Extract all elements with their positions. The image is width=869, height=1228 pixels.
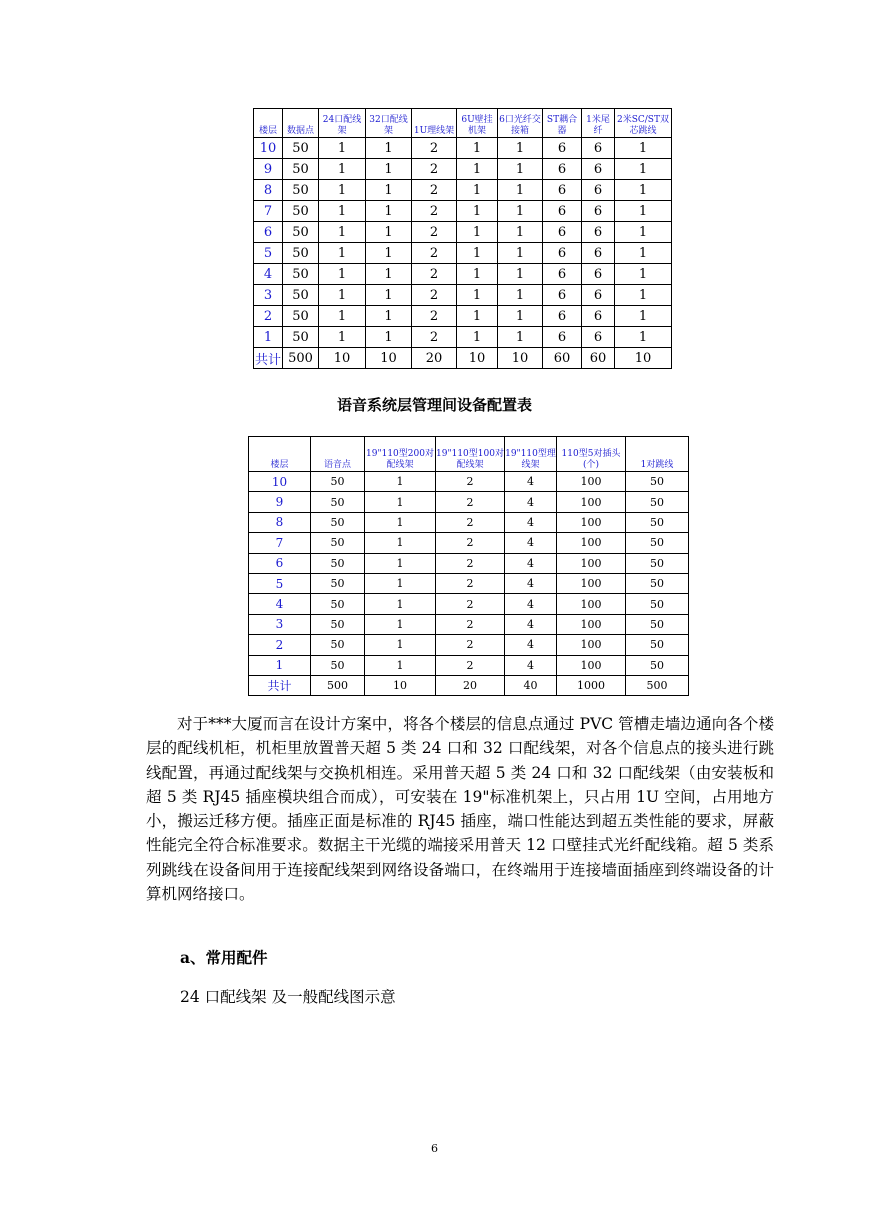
- table-cell: 50: [283, 138, 319, 159]
- column-header: 楼层: [249, 437, 311, 472]
- table-cell: 100: [557, 512, 626, 532]
- table-cell: 6: [582, 138, 615, 159]
- table-cell: 50: [311, 614, 365, 634]
- table-cell: 1: [365, 635, 436, 655]
- table-cell: 2: [412, 201, 457, 222]
- table-cell: 50: [283, 180, 319, 201]
- table-cell: 2: [436, 655, 505, 675]
- table-cell: 50: [626, 655, 689, 675]
- voice-table-title: 语音系统层管理间设备配置表: [336, 396, 532, 414]
- table-cell: 1: [365, 594, 436, 614]
- body-paragraph: 对于***大厦而言在设计方案中，将各个楼层的信息点通过 PVC 管槽走墙边通向各个楼层的配线机柜，机柜里放置普天超 5 类 24 口和 32 口配线架，对各个信息点的接头进行跳线配置，再通过配线架与交换机相连。采用普天超 5 类 24 口和 32 口配线架（由安装板和超 5 类 RJ45 插座模块组合而成），可安装在 19"标准机架上，只占用 1U 空间，占用地方小，搬运迁移方便。插座正面是标准的 RJ45 插座，端口性能达到超五类性能的要求，屏蔽性能完全符合标准要求。数据主干光缆的端接采用普天 12 口壁挂式光纤配线箱。超 5 类系列跳线在设备间用于连接配线架到网络设备端口，在终端用于连接墙面插座到终端设备的计算机网络接口。: [146, 715, 774, 904]
- table-cell: 6: [543, 159, 582, 180]
- column-header: 32口配线架: [366, 109, 412, 138]
- table-cell: 6: [543, 222, 582, 243]
- table-cell: 50: [283, 264, 319, 285]
- table-row: [254, 243, 672, 264]
- table-row: [254, 264, 672, 285]
- table-cell: 6: [543, 180, 582, 201]
- floor-cell: 1: [254, 327, 283, 348]
- table-cell: 2: [436, 614, 505, 634]
- table-cell: 6: [582, 327, 615, 348]
- table-row: [254, 159, 672, 180]
- table-cell: 500: [283, 348, 319, 369]
- table-cell: 10: [365, 675, 436, 695]
- table-cell: 1: [365, 614, 436, 634]
- table-row: [249, 492, 689, 512]
- table-row: [249, 533, 689, 553]
- table-cell: 1: [498, 285, 543, 306]
- floor-cell: 4: [254, 264, 283, 285]
- table-cell: 1: [365, 553, 436, 573]
- table-cell: 6: [543, 243, 582, 264]
- floor-cell: 10: [249, 472, 311, 492]
- table-cell: 1: [366, 201, 412, 222]
- table-cell: 1: [366, 327, 412, 348]
- table-cell: 50: [311, 594, 365, 614]
- floor-cell: 共计: [249, 675, 311, 695]
- table-cell: 20: [412, 348, 457, 369]
- table-cell: 50: [311, 635, 365, 655]
- table-cell: 50: [283, 222, 319, 243]
- table-cell: 1: [365, 573, 436, 593]
- table-cell: 50: [283, 159, 319, 180]
- table-cell: 6: [543, 264, 582, 285]
- table-cell: 1: [319, 222, 366, 243]
- floor-cell: 5: [249, 573, 311, 593]
- table-cell: 100: [557, 614, 626, 634]
- table-row: [249, 472, 689, 492]
- table-cell: 1: [365, 512, 436, 532]
- table-cell: 4: [505, 635, 557, 655]
- table-cell: 1: [319, 138, 366, 159]
- column-header: 1U理线架: [412, 109, 457, 138]
- table-cell: 1: [366, 180, 412, 201]
- column-header: 19"110型理线架: [505, 437, 557, 472]
- data-equipment-table: [253, 108, 672, 369]
- floor-cell: 3: [249, 614, 311, 634]
- column-header: ST耦合器: [543, 109, 582, 138]
- table-cell: 1: [498, 180, 543, 201]
- table-cell: 1: [498, 222, 543, 243]
- floor-cell: 2: [249, 635, 311, 655]
- table-cell: 6: [543, 285, 582, 306]
- table-cell: 6: [543, 327, 582, 348]
- floor-cell: 共计: [254, 348, 283, 369]
- table-cell: 1: [365, 655, 436, 675]
- table-cell: 1: [319, 285, 366, 306]
- table-cell: 20: [436, 675, 505, 695]
- table-cell: 1: [615, 243, 672, 264]
- table-cell: 1: [457, 201, 498, 222]
- table-row: [249, 594, 689, 614]
- table-cell: 4: [505, 512, 557, 532]
- table-cell: 1: [615, 327, 672, 348]
- table-cell: 1: [457, 264, 498, 285]
- table-cell: 60: [582, 348, 615, 369]
- table-cell: 2: [436, 635, 505, 655]
- table-cell: 50: [283, 285, 319, 306]
- table-cell: 6: [582, 285, 615, 306]
- table-row: [254, 348, 672, 369]
- table-cell: 1: [319, 264, 366, 285]
- column-header: 1对跳线: [626, 437, 689, 472]
- table-row: [249, 614, 689, 634]
- table-cell: 10: [457, 348, 498, 369]
- table-cell: 1: [615, 285, 672, 306]
- table-cell: 1: [498, 264, 543, 285]
- table-row: [254, 285, 672, 306]
- floor-cell: 8: [254, 180, 283, 201]
- column-header: 数据点: [283, 109, 319, 138]
- table-cell: 1: [498, 327, 543, 348]
- table-cell: 6: [582, 159, 615, 180]
- table-cell: 1: [457, 285, 498, 306]
- page-number: 6: [431, 1142, 438, 1155]
- table-row: [254, 306, 672, 327]
- table-cell: 1: [457, 222, 498, 243]
- table-cell: 2: [412, 327, 457, 348]
- table-cell: 2: [436, 573, 505, 593]
- table-header-row: [249, 437, 689, 472]
- table-cell: 2: [412, 243, 457, 264]
- column-header: 语音点: [311, 437, 365, 472]
- table-cell: 1: [366, 159, 412, 180]
- table-cell: 100: [557, 655, 626, 675]
- table-cell: 2: [412, 180, 457, 201]
- floor-cell: 9: [249, 492, 311, 512]
- table-cell: 2: [436, 472, 505, 492]
- table-cell: 1: [457, 180, 498, 201]
- table-cell: 6: [582, 180, 615, 201]
- table-cell: 2: [436, 594, 505, 614]
- table-cell: 50: [311, 492, 365, 512]
- table-cell: 10: [615, 348, 672, 369]
- table-cell: 6: [582, 222, 615, 243]
- column-header: 19"110型200对配线架: [365, 437, 436, 472]
- table-cell: 50: [311, 573, 365, 593]
- table-cell: 4: [505, 573, 557, 593]
- floor-cell: 6: [249, 553, 311, 573]
- table-cell: 2: [412, 222, 457, 243]
- table-cell: 100: [557, 553, 626, 573]
- floor-cell: 7: [249, 533, 311, 553]
- column-header: 2米SC/ST双芯跳线: [615, 109, 672, 138]
- table-cell: 1: [319, 327, 366, 348]
- table-cell: 50: [311, 553, 365, 573]
- table-cell: 1: [498, 201, 543, 222]
- table-row: [249, 675, 689, 695]
- table-cell: 50: [626, 573, 689, 593]
- table-row: [249, 553, 689, 573]
- table-cell: 1: [615, 159, 672, 180]
- table-row: [249, 573, 689, 593]
- table-cell: 1: [457, 159, 498, 180]
- table-cell: 100: [557, 635, 626, 655]
- table-cell: 1: [498, 159, 543, 180]
- table-cell: 1: [615, 222, 672, 243]
- table-cell: 50: [311, 512, 365, 532]
- floor-cell: 5: [254, 243, 283, 264]
- table-cell: 50: [626, 492, 689, 512]
- table-cell: 1: [366, 138, 412, 159]
- table-cell: 4: [505, 655, 557, 675]
- table-cell: 2: [436, 533, 505, 553]
- table-cell: 2: [412, 138, 457, 159]
- table-cell: 1: [615, 201, 672, 222]
- table-cell: 2: [436, 492, 505, 512]
- column-header: 19"110型100对配线架: [436, 437, 505, 472]
- table-cell: 1: [457, 306, 498, 327]
- floor-cell: 10: [254, 138, 283, 159]
- table-cell: 1: [366, 306, 412, 327]
- table-cell: 100: [557, 492, 626, 512]
- table-cell: 4: [505, 472, 557, 492]
- table-cell: 1: [319, 180, 366, 201]
- section-subheading: a、常用配件: [180, 948, 268, 967]
- table-cell: 100: [557, 594, 626, 614]
- column-header: 楼层: [254, 109, 283, 138]
- table-cell: 1: [615, 264, 672, 285]
- table-cell: 50: [626, 512, 689, 532]
- table-cell: 1: [365, 533, 436, 553]
- column-header: 1米尾纤: [582, 109, 615, 138]
- table-cell: 100: [557, 533, 626, 553]
- table-cell: 1: [366, 264, 412, 285]
- table-cell: 1: [319, 306, 366, 327]
- table-cell: 60: [543, 348, 582, 369]
- table-cell: 40: [505, 675, 557, 695]
- table-cell: 2: [436, 512, 505, 532]
- table-cell: 1: [615, 180, 672, 201]
- table-cell: 1: [366, 243, 412, 264]
- table-cell: 6: [582, 264, 615, 285]
- table-cell: 50: [626, 594, 689, 614]
- table-cell: 2: [412, 306, 457, 327]
- table-header-row: [254, 109, 672, 138]
- table-cell: 4: [505, 594, 557, 614]
- table-cell: 1: [365, 472, 436, 492]
- table-cell: 1: [319, 243, 366, 264]
- table-cell: 1: [457, 243, 498, 264]
- table-cell: 1000: [557, 675, 626, 695]
- floor-cell: 8: [249, 512, 311, 532]
- table-cell: 6: [582, 243, 615, 264]
- table-cell: 6: [582, 201, 615, 222]
- table-cell: 100: [557, 472, 626, 492]
- table-row: [254, 180, 672, 201]
- table-cell: 1: [498, 138, 543, 159]
- table-cell: 50: [311, 472, 365, 492]
- floor-cell: 2: [254, 306, 283, 327]
- table-cell: 50: [311, 533, 365, 553]
- table-cell: 6: [582, 306, 615, 327]
- table-cell: 100: [557, 573, 626, 593]
- table-cell: 4: [505, 553, 557, 573]
- table-cell: 1: [366, 222, 412, 243]
- table-cell: 2: [412, 264, 457, 285]
- floor-cell: 3: [254, 285, 283, 306]
- table-cell: 1: [319, 201, 366, 222]
- table-cell: 50: [626, 533, 689, 553]
- voice-equipment-table: [248, 436, 689, 696]
- table-row: [249, 512, 689, 532]
- table-cell: 1: [457, 138, 498, 159]
- table-cell: 50: [626, 472, 689, 492]
- table-cell: 1: [366, 285, 412, 306]
- table-row: [254, 138, 672, 159]
- table-row: [254, 201, 672, 222]
- floor-cell: 6: [254, 222, 283, 243]
- table-cell: 10: [366, 348, 412, 369]
- table-row: [249, 655, 689, 675]
- table-cell: 4: [505, 533, 557, 553]
- table-cell: 1: [498, 306, 543, 327]
- table-cell: 1: [319, 159, 366, 180]
- table-cell: 4: [505, 492, 557, 512]
- table-cell: 6: [543, 306, 582, 327]
- table-cell: 6: [543, 138, 582, 159]
- table-cell: 10: [498, 348, 543, 369]
- table-cell: 10: [319, 348, 366, 369]
- table-cell: 1: [365, 492, 436, 512]
- floor-cell: 4: [249, 594, 311, 614]
- table-cell: 500: [626, 675, 689, 695]
- table-cell: 2: [412, 159, 457, 180]
- table-cell: 50: [626, 614, 689, 634]
- table-cell: 6: [543, 201, 582, 222]
- column-header: 24口配线架: [319, 109, 366, 138]
- table-cell: 2: [412, 285, 457, 306]
- floor-cell: 9: [254, 159, 283, 180]
- table-cell: 4: [505, 614, 557, 634]
- table-cell: 1: [498, 243, 543, 264]
- table-cell: 50: [283, 327, 319, 348]
- table-cell: 50: [626, 553, 689, 573]
- figure-caption: 24 口配线架 及一般配线图示意: [180, 988, 396, 1006]
- table-cell: 1: [615, 306, 672, 327]
- table-cell: 2: [436, 553, 505, 573]
- table-cell: 50: [311, 655, 365, 675]
- table-cell: 1: [615, 138, 672, 159]
- table-cell: 500: [311, 675, 365, 695]
- table-cell: 1: [457, 327, 498, 348]
- table-cell: 50: [283, 201, 319, 222]
- column-header: 110型5对插头(个): [557, 437, 626, 472]
- floor-cell: 7: [254, 201, 283, 222]
- column-header: 6口光纤交接箱: [498, 109, 543, 138]
- table-row: [249, 635, 689, 655]
- table-row: [254, 327, 672, 348]
- floor-cell: 1: [249, 655, 311, 675]
- column-header: 6U壁挂机架: [457, 109, 498, 138]
- table-cell: 50: [283, 306, 319, 327]
- table-row: [254, 222, 672, 243]
- table-cell: 50: [283, 243, 319, 264]
- table-cell: 50: [626, 635, 689, 655]
